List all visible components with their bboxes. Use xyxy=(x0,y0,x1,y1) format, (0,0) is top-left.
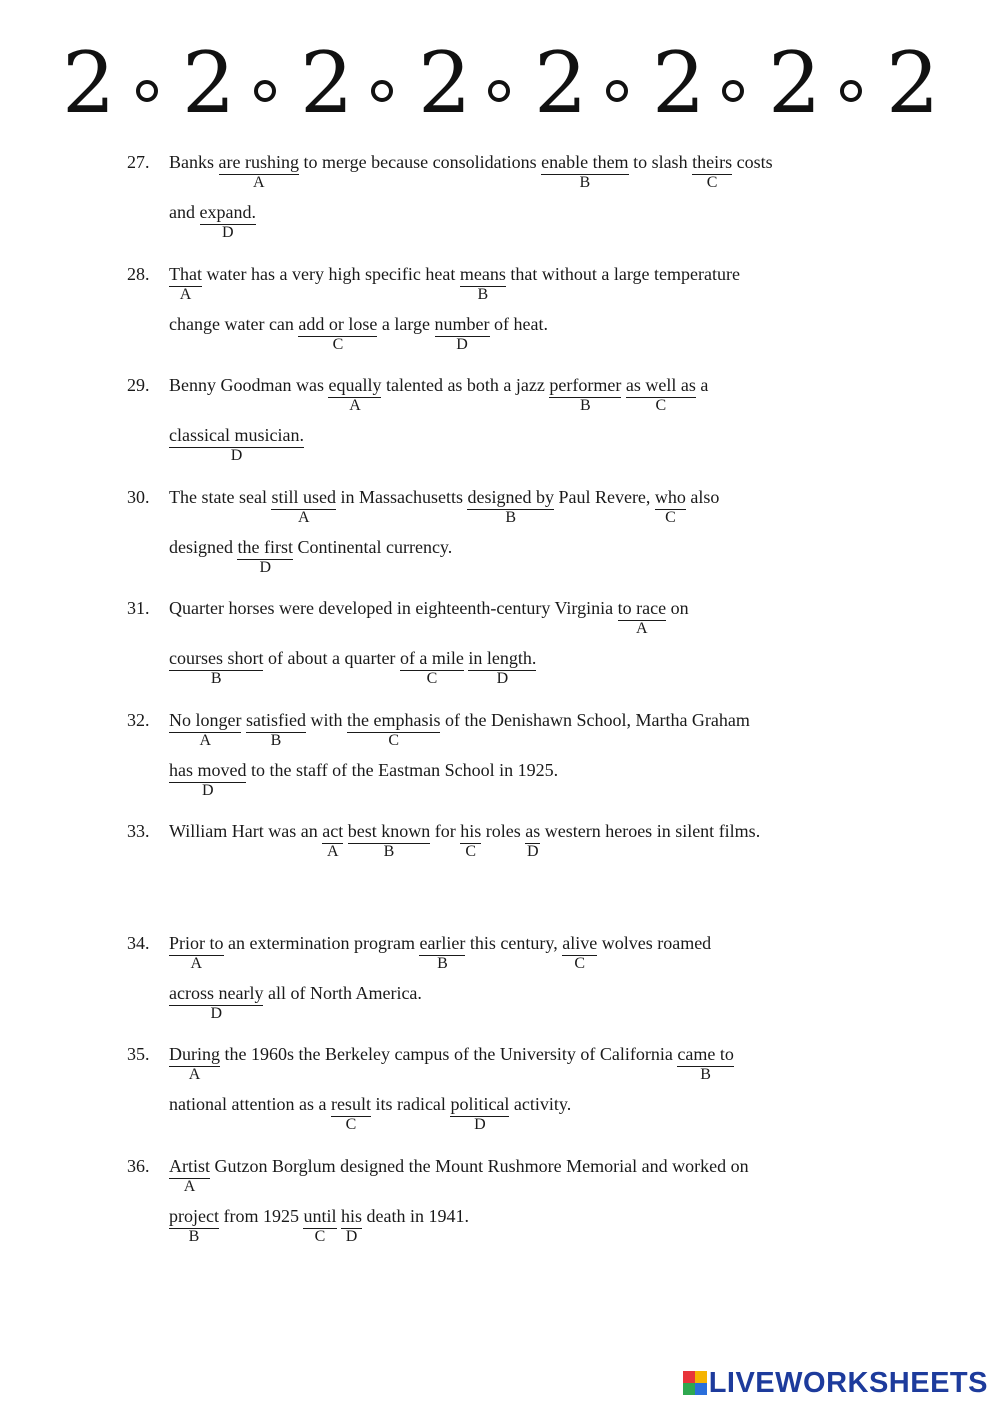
question-line xyxy=(169,1205,469,1245)
question-number: 29. xyxy=(127,375,150,395)
question-line xyxy=(169,647,537,687)
underlined-option xyxy=(169,932,224,972)
option-letter: C xyxy=(388,731,400,749)
option-text: theirs xyxy=(692,152,733,172)
option-text: as well as xyxy=(625,375,696,395)
option-letter: D xyxy=(210,1004,223,1022)
option-text: of a mile xyxy=(399,648,464,668)
question-text: to the staff of the Eastman School in 1925. xyxy=(246,759,559,780)
option-text: across nearly xyxy=(169,982,264,1003)
option-letter: A xyxy=(188,1066,201,1083)
question-number: 30. xyxy=(127,486,150,507)
option-text: add or lose xyxy=(298,313,378,334)
option-text: earlier xyxy=(419,932,466,953)
option-letter: C xyxy=(574,954,586,972)
option-letter: D xyxy=(474,1116,486,1133)
underlined-option xyxy=(562,932,598,972)
question-text: on xyxy=(666,598,689,618)
option-letter: B xyxy=(270,731,282,749)
underlined-option xyxy=(322,820,344,860)
question-text: western heroes in silent films. xyxy=(540,821,761,841)
question-text: its radical xyxy=(370,1094,451,1114)
option-letter: B xyxy=(505,508,517,526)
underlined-option xyxy=(199,201,256,241)
option-letter: B xyxy=(477,285,489,303)
option-text: performer xyxy=(549,375,622,395)
underlined-option xyxy=(169,1043,220,1083)
question-text: designed xyxy=(169,536,238,557)
underlined-option xyxy=(271,486,336,526)
question-text: from 1925 xyxy=(218,1205,304,1226)
option-letter: A xyxy=(297,508,310,526)
underlined-option xyxy=(341,1205,363,1245)
question-text: Quarter horses were developed in eighteenth-century Virginia xyxy=(169,598,618,618)
question-line xyxy=(169,820,761,860)
question-text: water has a very high specific heat xyxy=(202,263,460,284)
option-letter: D xyxy=(496,670,509,687)
option-letter: A xyxy=(636,620,648,637)
question-text: of the Denishawn School, Martha Graham xyxy=(440,709,750,730)
underlined-option xyxy=(169,1155,211,1195)
option-text: means xyxy=(459,263,506,284)
option-text: satisfied xyxy=(245,709,306,730)
question-line xyxy=(169,982,422,1022)
question-text: roles xyxy=(481,821,526,841)
option-text: political xyxy=(450,1094,510,1114)
banner-digit: 2 xyxy=(62,34,116,132)
option-letter: C xyxy=(332,335,344,353)
question-text: activity. xyxy=(509,1094,572,1114)
underlined-option xyxy=(218,151,299,191)
question-text: Gutzon Borglum designed the Mount Rushmore Memorial and worked on xyxy=(210,1155,749,1176)
question-text: talented as both a jazz xyxy=(381,375,550,395)
banner-digit: 2 xyxy=(418,34,472,132)
option-text: has moved xyxy=(169,759,247,780)
option-text: Artist xyxy=(169,1155,211,1176)
underlined-option xyxy=(459,263,506,303)
option-letter: A xyxy=(326,843,339,860)
underlined-option xyxy=(450,1093,510,1133)
underlined-option xyxy=(541,151,629,191)
question-text: all of North America. xyxy=(263,982,422,1003)
option-letter: D xyxy=(345,1227,358,1245)
question-text: death in 1941. xyxy=(362,1205,469,1226)
option-text: alive xyxy=(562,932,598,953)
option-text: project xyxy=(169,1205,219,1226)
option-letter: D xyxy=(526,843,539,860)
option-text: designed by xyxy=(467,486,554,507)
question-number: 31. xyxy=(127,598,150,618)
underlined-option xyxy=(328,374,382,414)
option-text: number xyxy=(434,313,490,334)
option-letter: D xyxy=(221,224,234,241)
underlined-option xyxy=(468,647,537,687)
question-number: 35. xyxy=(127,1044,150,1064)
option-text: enable them xyxy=(541,152,629,172)
option-letter: A xyxy=(199,731,212,749)
logo-text: LIVEWORKSHEETS xyxy=(708,1366,988,1399)
underlined-option xyxy=(169,647,264,687)
option-letter: D xyxy=(259,558,272,576)
option-letter: A xyxy=(179,285,192,303)
question-text: and xyxy=(169,202,200,222)
question-line xyxy=(169,1043,734,1083)
option-text: are rushing xyxy=(218,152,299,172)
banner-digit: 2 xyxy=(768,34,822,132)
option-letter: D xyxy=(201,781,214,799)
option-text: to race xyxy=(617,598,667,618)
option-text: courses short xyxy=(169,648,264,668)
underlined-option xyxy=(467,486,554,526)
option-text: still used xyxy=(271,486,336,507)
banner-digit: 2 xyxy=(300,34,354,132)
option-text: came to xyxy=(677,1044,734,1064)
underlined-option xyxy=(298,313,378,353)
option-letter: C xyxy=(465,843,477,860)
question-line xyxy=(169,424,304,464)
option-letter: C xyxy=(314,1227,326,1245)
underlined-option xyxy=(677,1043,734,1083)
underlined-option xyxy=(525,820,541,860)
option-text: During xyxy=(169,1044,220,1064)
logo-square xyxy=(695,1371,707,1383)
option-letter: C xyxy=(345,1116,357,1133)
option-text: equally xyxy=(328,375,382,395)
question-text: an extermination program xyxy=(223,932,420,953)
question-line xyxy=(169,759,559,799)
question-text: of heat. xyxy=(489,313,549,334)
question-line xyxy=(169,374,709,414)
question-text: this century, xyxy=(465,932,563,953)
underlined-option xyxy=(617,597,667,637)
question-number: 27. xyxy=(127,152,150,172)
option-text: who xyxy=(654,486,686,507)
option-text: result xyxy=(330,1094,371,1114)
option-letter: B xyxy=(580,397,591,414)
question-number: 28. xyxy=(127,263,150,284)
question-text: Benny Goodman was xyxy=(169,375,329,395)
question-text: Paul Revere, xyxy=(553,486,655,507)
question-text: costs xyxy=(732,152,773,172)
option-letter: A xyxy=(183,1177,196,1195)
underlined-option xyxy=(169,982,264,1022)
option-letter: B xyxy=(700,1066,711,1083)
question-text: to merge because consolidations xyxy=(298,152,542,172)
question-text: a xyxy=(695,375,709,395)
option-text: No longer xyxy=(169,709,242,730)
option-letter: B xyxy=(383,843,395,860)
question-text: The state seal xyxy=(169,486,272,507)
option-letter: D xyxy=(456,335,468,353)
option-text: until xyxy=(303,1205,337,1226)
question-number: 33. xyxy=(127,821,150,841)
option-text: as xyxy=(525,821,541,841)
option-letter: C xyxy=(665,508,676,526)
question-text: the 1960s the Berkeley campus of the University of California xyxy=(220,1044,678,1064)
question-line xyxy=(169,536,453,576)
question-line xyxy=(169,151,773,191)
liveworksheets-logo xyxy=(683,1363,988,1403)
question-text: for xyxy=(430,821,461,841)
option-letter: C xyxy=(426,670,438,687)
option-text: his xyxy=(460,821,482,841)
option-text: That xyxy=(169,263,202,284)
option-text: Prior to xyxy=(169,932,224,953)
question-number: 34. xyxy=(127,932,150,953)
underlined-option xyxy=(654,486,686,526)
question-text: also xyxy=(685,486,720,507)
logo-square xyxy=(683,1383,695,1395)
banner-digit: 2 xyxy=(886,34,940,132)
option-letter: B xyxy=(437,954,448,972)
question-number: 36. xyxy=(127,1155,150,1176)
logo-square xyxy=(683,1371,695,1383)
underlined-option xyxy=(347,820,431,860)
question-text: in Massachusetts xyxy=(335,486,468,507)
option-text: expand. xyxy=(199,202,256,222)
option-letter: B xyxy=(210,670,222,687)
underlined-option xyxy=(460,820,482,860)
underlined-option xyxy=(434,313,490,353)
option-letter: C xyxy=(706,174,718,191)
option-letter: D xyxy=(230,447,243,464)
option-letter: B xyxy=(579,174,591,191)
option-text: classical musician. xyxy=(169,425,304,445)
option-letter: A xyxy=(349,397,361,414)
question-text: William Hart was an xyxy=(169,821,323,841)
question-text: of about a quarter xyxy=(263,648,400,668)
question-number: 32. xyxy=(127,709,150,730)
option-letter: C xyxy=(655,397,667,414)
underlined-option xyxy=(692,151,733,191)
question-text: a large xyxy=(377,313,435,334)
underlined-option xyxy=(245,709,306,749)
question-line xyxy=(169,201,256,241)
underlined-option xyxy=(169,1205,219,1245)
underlined-option xyxy=(169,709,242,749)
logo-grid-icon xyxy=(683,1371,707,1395)
underlined-option xyxy=(169,759,247,799)
underlined-option xyxy=(169,263,202,303)
question-line xyxy=(169,1155,749,1195)
option-letter: B xyxy=(188,1227,200,1245)
option-text: act xyxy=(322,821,344,841)
underlined-option xyxy=(625,374,696,414)
question-text: wolves roamed xyxy=(597,932,712,953)
option-letter: A xyxy=(190,954,203,972)
underlined-option xyxy=(303,1205,337,1245)
option-text: the emphasis xyxy=(347,709,441,730)
question-text: Continental currency. xyxy=(292,536,453,557)
underlined-option xyxy=(549,374,622,414)
question-line xyxy=(169,597,689,637)
question-line xyxy=(169,709,750,749)
underlined-option xyxy=(169,424,304,464)
question-line xyxy=(169,263,740,303)
question-line xyxy=(169,1093,572,1133)
question-line xyxy=(169,313,549,353)
underlined-option xyxy=(419,932,466,972)
banner-digit: 2 xyxy=(182,34,236,132)
underlined-option xyxy=(237,536,293,576)
logo-square xyxy=(695,1383,707,1395)
question-text: change water can xyxy=(169,313,299,334)
option-text: in length. xyxy=(468,648,537,668)
underlined-option xyxy=(330,1093,371,1133)
question-text: that without a large temperature xyxy=(505,263,740,284)
question-text: to slash xyxy=(628,152,693,172)
question-line xyxy=(169,932,712,972)
question-text: with xyxy=(305,709,347,730)
question-text: national attention as a xyxy=(169,1094,331,1114)
underlined-option xyxy=(347,709,441,749)
banner-digit: 2 xyxy=(652,34,706,132)
option-letter: A xyxy=(252,174,265,191)
underlined-option xyxy=(399,647,464,687)
option-text: his xyxy=(341,1205,363,1226)
banner-digit: 2 xyxy=(534,34,588,132)
option-text: the first xyxy=(237,536,293,557)
question-text: Banks xyxy=(169,152,219,172)
option-text: best known xyxy=(347,821,431,841)
question-line xyxy=(169,486,720,526)
